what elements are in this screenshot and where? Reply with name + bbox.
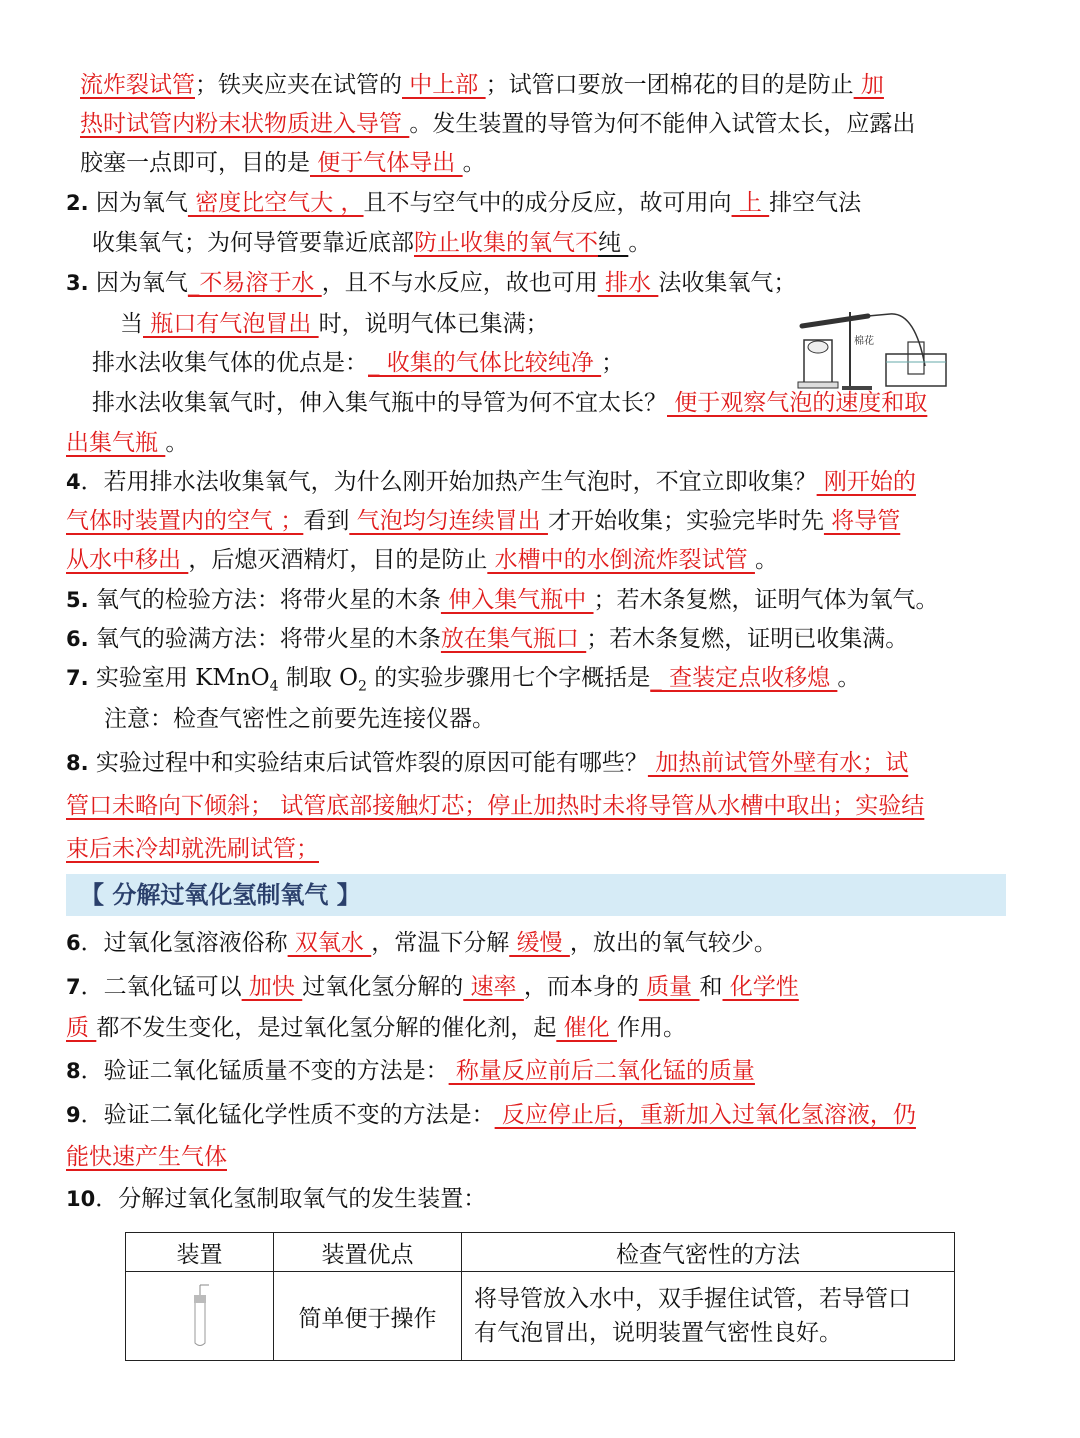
line-18 (66, 748, 908, 778)
answer-blank: 气泡均匀连续冒出 (349, 508, 548, 534)
line-9 (92, 388, 927, 418)
line-m5 (66, 1100, 916, 1130)
subscript: 2 (358, 678, 367, 695)
subscript: 4 (269, 678, 279, 695)
line-m7 (66, 1184, 486, 1214)
method-cell (462, 1272, 955, 1361)
item-number: 8. (66, 751, 89, 775)
line-13 (66, 545, 778, 575)
item-number: 7. (66, 666, 89, 690)
line-12 (66, 506, 900, 536)
item-number: 7 (66, 975, 81, 999)
method-text: 将导管放入水中，双手握住试管，若导管口 (474, 1286, 911, 1312)
table-header: 检查气密性的方法 (462, 1233, 955, 1272)
item-number: 10 (66, 1187, 96, 1211)
text: ；试管口要放一团棉花的目的是防止 (485, 72, 854, 98)
apparatus-label: 棉花 (854, 336, 874, 347)
answer-blank: 速率 (463, 974, 524, 1000)
answer-blank: _不易溶于水 (187, 270, 322, 296)
line-17 (104, 704, 495, 734)
text: 排水法收集氧气时，伸入集气瓶中的导管为何不宜太长？ (92, 390, 667, 416)
text: ；铁夹应夹在试管的 (195, 72, 402, 98)
item-number: 5. (66, 588, 89, 612)
answer-blank: 排水 (597, 270, 659, 296)
text: 看到 (303, 508, 350, 534)
answer-blank: 出集气瓶 (66, 430, 166, 456)
text: 。 (462, 150, 486, 176)
answer-blank: 能快速产生气体 (66, 1144, 227, 1170)
text: ，且不与水反应，故也可用 (321, 270, 598, 296)
table-header-row (126, 1233, 955, 1272)
answer-blank: 从水中移出 (66, 547, 189, 573)
text: 排水法收集气体的优点是： (92, 350, 368, 376)
text-underlined: 纯 (598, 230, 629, 256)
text: 的实验步骤用七个字概括是 (366, 665, 651, 691)
line-1 (80, 70, 884, 100)
answer-blank: 便于观察气泡的速度和取 (667, 390, 928, 416)
answer-blank: 热时试管内粉末状物质进入导管 (80, 111, 410, 137)
text: 氧气的检验方法：将带火星的木条 (88, 587, 441, 613)
answer-blank: 束后未冷却就洗刷试管； (66, 836, 319, 862)
text: 过氧化氢分解的 (302, 974, 464, 1000)
text: ； (601, 350, 625, 376)
answer-blank: 流炸裂试管 (80, 72, 195, 98)
table-header: 装置 (126, 1233, 274, 1272)
line-15 (66, 624, 908, 654)
apparatus-table (125, 1232, 955, 1361)
line-m4 (66, 1056, 755, 1086)
line-m3 (66, 1013, 686, 1043)
line-14 (66, 585, 939, 615)
answer-blank: 称量反应前后二氧化锰的质量 (448, 1058, 755, 1084)
line-19 (66, 791, 924, 821)
text: ，后熄灭酒精灯，目的是防止 (188, 547, 488, 573)
text: 且不与空气中的成分反应，故可用向 (363, 190, 732, 216)
answer-blank: 缓慢 (509, 930, 570, 956)
text: 排空气法 (769, 190, 862, 216)
answer-blank: 防止收集的氧气不 (414, 230, 598, 256)
test-tube-icon (185, 1281, 215, 1351)
line-3 (80, 148, 486, 178)
text: 制取 O (278, 665, 359, 691)
text: ．分解过氧化氢制取氧气的发生装置： (95, 1186, 487, 1212)
item-number: 8 (66, 1059, 81, 1083)
line-20 (66, 834, 319, 864)
item-number: 4 (66, 470, 81, 494)
item-number: 3. (66, 271, 89, 295)
text: ．过氧化氢溶液俗称 (80, 930, 288, 956)
text: 时，说明气体已集满； (318, 311, 549, 337)
answer-blank: _ 查装定点收移熄 (650, 665, 838, 691)
text: 法收集氧气； (658, 270, 797, 296)
line-m1 (66, 928, 777, 958)
line-10 (66, 428, 188, 458)
line-6 (66, 268, 796, 298)
text: 。发生装置的导管为何不能伸入试管太长，应露出 (409, 111, 916, 137)
text: 因为氧气 (88, 190, 188, 216)
text: 因为氧气 (88, 270, 188, 296)
note-text: 注意：检查气密性之前要先连接仪器。 (104, 706, 495, 732)
line-m2 (66, 972, 799, 1002)
item-number: 6 (66, 931, 81, 955)
line-5 (92, 228, 651, 258)
answer-blank: 加 (853, 72, 884, 98)
answer-blank: 将导管 (823, 508, 901, 534)
text: 实验室用 KMnO (88, 665, 270, 691)
text: ，常温下分解 (371, 930, 510, 956)
line-m6 (66, 1142, 227, 1172)
answer-blank: 双氧水 (287, 930, 372, 956)
answer-blank: 加快 (241, 974, 303, 1000)
answer-blank: 管口未略向下倾斜； 试管底部接触灯芯；停止加热时未将导管从水槽中取出；实验结 (66, 793, 925, 819)
section-title: 【 分解过氧化氢制氧气 】 (80, 881, 361, 909)
answer-blank: 放在集气瓶口 (440, 626, 587, 652)
text: ．二氧化锰可以 (80, 974, 242, 1000)
item-number: 2. (66, 191, 89, 215)
line-8 (92, 348, 624, 378)
text: 。 (165, 430, 189, 456)
answer-blank: 催化 (556, 1015, 617, 1041)
advantage-cell: 简单便于操作 (274, 1272, 462, 1361)
line-16 (66, 663, 860, 702)
answer-blank: 瓶口有气泡冒出 (143, 311, 319, 337)
apparatus-cell (126, 1272, 274, 1361)
text: 才开始收集；实验完毕时先 (547, 508, 824, 534)
answer-blank: 水槽中的水倒流炸裂试管 (487, 547, 755, 573)
text: ，而本身的 (523, 974, 639, 1000)
text: 。 (754, 547, 778, 573)
text: 胶塞一点即可，目的是 (80, 150, 310, 176)
answer-blank: 化学性 (722, 974, 799, 1000)
text: 。 (837, 665, 861, 691)
answer-blank: 加热前试管外壁有水；试 (647, 750, 909, 776)
text: 收集氧气；为何导管要靠近底部 (92, 230, 414, 256)
text: 氧气的验满方法：将带火星的木条 (88, 626, 441, 652)
oxygen-apparatus-figure (790, 302, 950, 392)
text: ；若木条复燃，证明气体为氧气。 (593, 587, 939, 613)
answer-blank: 上 (731, 190, 770, 216)
answer-blank: 质 (66, 1015, 97, 1041)
text: 和 (699, 974, 723, 1000)
method-text: 有气泡冒出，说明装置气密性良好。 (474, 1320, 842, 1346)
text: 作用。 (616, 1015, 686, 1041)
text: ．验证二氧化锰质量不变的方法是： (80, 1058, 449, 1084)
table-header: 装置优点 (274, 1233, 462, 1272)
line-4 (66, 188, 861, 218)
text: 当 (120, 311, 143, 337)
text: 。 (628, 230, 652, 256)
answer-blank: 刚开始的 (816, 469, 916, 495)
text: ．验证二氧化锰化学性质不变的方法是： (80, 1102, 495, 1128)
answer-blank: 反应停止后，重新加入过氧化氢溶液，仍 (494, 1102, 916, 1128)
answer-blank: 中上部 (402, 72, 486, 98)
text: 都不发生变化，是过氧化氢分解的催化剂，起 (96, 1015, 557, 1041)
line-11 (66, 467, 916, 497)
line-2 (80, 109, 915, 139)
answer-blank: 密度比空气大 ， (187, 190, 364, 216)
line-7 (120, 309, 549, 339)
answer-blank: _ 收集的气体比较纯净 (368, 350, 602, 376)
text: ，放出的氧气较少。 (569, 930, 777, 956)
table-row (126, 1272, 955, 1361)
answer-blank: 气体时装置内的空气 ； (66, 508, 304, 534)
answer-blank: 便于气体导出 (310, 150, 463, 176)
answer-blank: 质量 (638, 974, 700, 1000)
item-number: 9 (66, 1103, 81, 1127)
text: ；若木条复燃，证明已收集满。 (586, 626, 909, 652)
text: 实验过程中和实验结束后试管炸裂的原因可能有哪些？ (88, 750, 648, 776)
text: ．若用排水法收集氧气，为什么刚开始加热产生气泡时，不宜立即收集？ (80, 469, 817, 495)
answer-blank: 伸入集气瓶中 (440, 587, 594, 613)
item-number: 6. (66, 627, 89, 651)
